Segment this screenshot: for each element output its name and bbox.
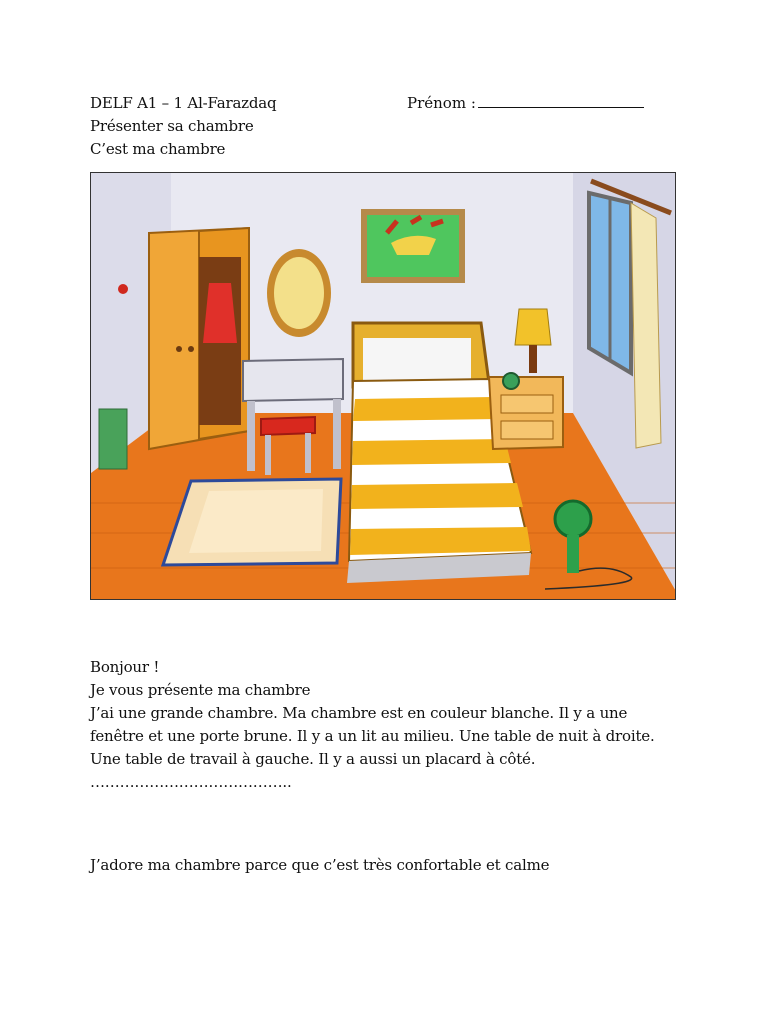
course-title: DELF A1 – 1 Al-Farazdaq — [90, 94, 277, 112]
prenom-blank-line[interactable] — [478, 92, 644, 108]
prenom-field — [407, 92, 644, 112]
prenom-label: Prénom : — [407, 94, 476, 112]
text-line-3: J’ai une grande chambre. Ma chambre est en couleur blanche. Il y a une — [90, 704, 628, 722]
bedroom-illustration — [90, 172, 676, 600]
greeting-line: Bonjour ! — [90, 658, 160, 676]
subtitle-chambre: C’est ma chambre — [90, 140, 226, 158]
fill-in-dots: ………………………………….. — [90, 773, 292, 791]
closing-sentence: J’adore ma chambre parce que c’est très confortable et calme — [90, 856, 550, 874]
text-line-2: Je vous présente ma chambre — [90, 681, 311, 699]
subtitle-present: Présenter sa chambre — [90, 117, 254, 135]
text-line-5: Une table de travail à gauche. Il y a aussi un placard à côté. — [90, 750, 536, 768]
text-line-4: fenêtre et une porte brune. Il y a un lit au milieu. Une table de nuit à droite. — [90, 727, 655, 745]
